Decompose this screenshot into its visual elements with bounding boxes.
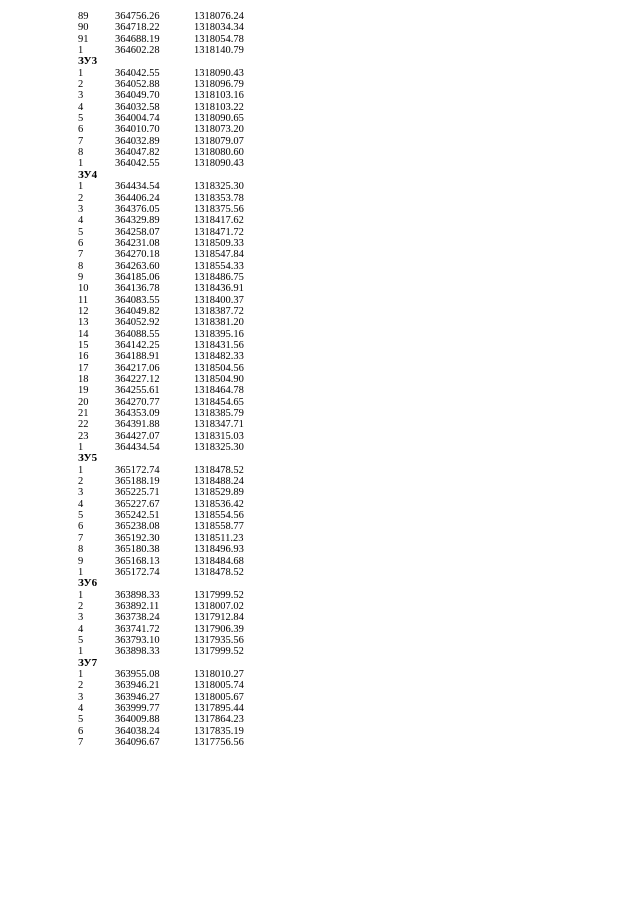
x-coordinate: 363955.08 — [115, 668, 160, 680]
x-coordinate: 364009.88 — [115, 714, 160, 726]
y-coordinate: 1318529.89 — [194, 487, 244, 499]
table-row — [78, 351, 598, 362]
table-row — [78, 329, 598, 340]
y-coordinate: 1318096.79 — [194, 79, 244, 91]
point-number: 16 — [78, 351, 89, 363]
point-number: 2 — [78, 600, 84, 612]
point-number: 22 — [78, 419, 89, 431]
table-row — [78, 215, 598, 226]
x-coordinate: 365238.08 — [115, 521, 160, 533]
point-number: 19 — [78, 385, 89, 397]
x-coordinate: 363946.27 — [115, 691, 160, 703]
coordinate-table — [78, 11, 598, 748]
table-row — [78, 533, 598, 544]
x-coordinate: 364391.88 — [115, 419, 160, 431]
point-number: 8 — [78, 544, 84, 556]
table-row — [78, 408, 598, 419]
x-coordinate: 364004.74 — [115, 113, 160, 125]
x-coordinate: 363741.72 — [115, 623, 160, 635]
y-coordinate: 1318076.24 — [194, 11, 244, 22]
x-coordinate: 364042.55 — [115, 158, 160, 170]
y-coordinate: 1318005.67 — [194, 691, 244, 703]
y-coordinate: 1318080.60 — [194, 147, 244, 159]
point-number: 2 — [78, 476, 84, 488]
point-number: 9 — [78, 555, 84, 567]
point-number: 7 — [78, 135, 84, 147]
x-coordinate: 364038.24 — [115, 725, 160, 737]
x-coordinate: 364263.60 — [115, 260, 160, 272]
x-coordinate: 365225.71 — [115, 487, 160, 499]
x-coordinate: 364136.78 — [115, 283, 160, 295]
x-coordinate: 364258.07 — [115, 226, 160, 238]
y-coordinate: 1318488.24 — [194, 476, 244, 488]
point-number: 8 — [78, 147, 84, 159]
point-number: 18 — [78, 374, 89, 385]
point-number: 7 — [78, 737, 84, 748]
y-coordinate: 1318010.27 — [194, 668, 244, 680]
table-row — [78, 612, 598, 623]
y-coordinate: 1318090.43 — [194, 158, 244, 170]
point-number: 1 — [78, 67, 84, 79]
y-coordinate: 1317935.56 — [194, 634, 244, 646]
y-coordinate: 1318558.77 — [194, 521, 244, 533]
x-coordinate: 363898.33 — [115, 589, 160, 601]
point-number: 91 — [78, 33, 89, 45]
point-number: 4 — [78, 702, 84, 714]
table-row — [78, 601, 598, 612]
point-number: 3 — [78, 90, 84, 102]
point-number: 2 — [78, 79, 84, 91]
point-number: 1 — [78, 158, 84, 170]
y-coordinate: 1317756.56 — [194, 737, 244, 748]
y-coordinate: 1317835.19 — [194, 725, 244, 737]
x-coordinate: 364052.92 — [115, 317, 160, 329]
table-row — [78, 181, 598, 192]
y-coordinate: 1318353.78 — [194, 192, 244, 204]
y-coordinate: 1317999.52 — [194, 589, 244, 601]
x-coordinate: 363898.33 — [115, 646, 160, 658]
point-number: 4 — [78, 101, 84, 113]
x-coordinate: 364270.18 — [115, 249, 160, 261]
x-coordinate: 363999.77 — [115, 702, 160, 714]
point-number: 1 — [78, 45, 84, 57]
x-coordinate: 364434.54 — [115, 181, 160, 193]
table-row — [78, 714, 598, 725]
table-row — [78, 249, 598, 260]
section-header: ЗУ4 — [78, 168, 98, 181]
point-number: 9 — [78, 271, 84, 283]
section-header: ЗУ6 — [78, 577, 98, 590]
point-number: 15 — [78, 339, 89, 351]
x-coordinate: 364270.77 — [115, 396, 160, 408]
table-row — [78, 227, 598, 238]
point-number: 2 — [78, 192, 84, 204]
y-coordinate: 1318325.30 — [194, 442, 244, 454]
point-number: 3 — [78, 203, 84, 215]
x-coordinate: 364427.07 — [115, 430, 160, 442]
table-row — [78, 680, 598, 691]
table-row — [78, 295, 598, 306]
point-number: 8 — [78, 260, 84, 272]
y-coordinate: 1318554.33 — [194, 260, 244, 272]
table-row — [78, 136, 598, 147]
point-number: 2 — [78, 680, 84, 692]
x-coordinate: 364096.67 — [115, 737, 160, 748]
point-number: 1 — [78, 668, 84, 680]
x-coordinate: 364376.05 — [115, 203, 160, 215]
y-coordinate: 1318496.93 — [194, 544, 244, 556]
y-coordinate: 1317895.44 — [194, 702, 244, 714]
table-row — [78, 363, 598, 374]
y-coordinate: 1318395.16 — [194, 328, 244, 340]
y-coordinate: 1318347.71 — [194, 419, 244, 431]
x-coordinate: 365192.30 — [115, 532, 160, 544]
point-number: 6 — [78, 124, 84, 136]
table-row — [78, 510, 598, 521]
x-coordinate: 364142.25 — [115, 339, 160, 351]
point-number: 14 — [78, 328, 89, 340]
section-header: ЗУ5 — [78, 452, 98, 465]
x-coordinate: 364042.55 — [115, 67, 160, 79]
table-row — [78, 499, 598, 510]
y-coordinate: 1318103.16 — [194, 90, 244, 102]
point-number: 12 — [78, 305, 89, 317]
y-coordinate: 1318478.52 — [194, 566, 244, 578]
table-row — [78, 79, 598, 90]
y-coordinate: 1318400.37 — [194, 294, 244, 306]
y-coordinate: 1318478.52 — [194, 464, 244, 476]
y-coordinate: 1317912.84 — [194, 612, 244, 624]
point-number: 4 — [78, 498, 84, 510]
table-row — [78, 521, 598, 532]
y-coordinate: 1318054.78 — [194, 33, 244, 45]
table-row — [78, 726, 598, 737]
x-coordinate: 364188.91 — [115, 351, 160, 363]
section-header: ЗУ3 — [78, 55, 98, 68]
y-coordinate: 1318325.30 — [194, 181, 244, 193]
x-coordinate: 364049.70 — [115, 90, 160, 102]
x-coordinate: 363793.10 — [115, 634, 160, 646]
y-coordinate: 1318536.42 — [194, 498, 244, 510]
y-coordinate: 1318007.02 — [194, 600, 244, 612]
point-number: 7 — [78, 532, 84, 544]
y-coordinate: 1318079.07 — [194, 135, 244, 147]
point-number: 6 — [78, 725, 84, 737]
section-header: ЗУ7 — [78, 656, 98, 669]
y-coordinate: 1318482.33 — [194, 351, 244, 363]
point-number: 23 — [78, 430, 89, 442]
point-number: 1 — [78, 646, 84, 658]
x-coordinate: 364217.06 — [115, 362, 160, 374]
y-coordinate: 1318140.79 — [194, 45, 244, 57]
y-coordinate: 1318315.03 — [194, 430, 244, 442]
x-coordinate: 364227.12 — [115, 374, 160, 385]
x-coordinate: 363946.21 — [115, 680, 160, 692]
x-coordinate: 365242.51 — [115, 510, 160, 522]
x-coordinate: 364010.70 — [115, 124, 160, 136]
y-coordinate: 1318509.33 — [194, 237, 244, 249]
y-coordinate: 1318436.91 — [194, 283, 244, 295]
y-coordinate: 1318034.34 — [194, 22, 244, 34]
x-coordinate: 365180.38 — [115, 544, 160, 556]
y-coordinate: 1318417.62 — [194, 215, 244, 227]
point-number: 5 — [78, 113, 84, 125]
point-number: 6 — [78, 237, 84, 249]
x-coordinate: 364255.61 — [115, 385, 160, 397]
point-number: 90 — [78, 22, 89, 34]
table-row — [78, 544, 598, 555]
x-coordinate: 364032.58 — [115, 101, 160, 113]
table-row — [78, 147, 598, 158]
point-number: 13 — [78, 317, 89, 329]
y-coordinate: 1318090.43 — [194, 67, 244, 79]
y-coordinate: 1318005.74 — [194, 680, 244, 692]
table-row — [78, 419, 598, 430]
table-row — [78, 22, 598, 33]
y-coordinate: 1317999.52 — [194, 646, 244, 658]
table-row — [78, 68, 598, 79]
point-number: 1 — [78, 464, 84, 476]
table-row — [78, 556, 598, 567]
table-row — [78, 11, 598, 22]
y-coordinate: 1318554.56 — [194, 510, 244, 522]
y-coordinate: 1318375.56 — [194, 203, 244, 215]
point-number: 11 — [78, 294, 89, 306]
point-number: 20 — [78, 396, 89, 408]
table-row — [78, 487, 598, 498]
point-number: 4 — [78, 215, 84, 227]
table-row — [78, 669, 598, 680]
x-coordinate: 364353.09 — [115, 408, 160, 420]
point-number: 1 — [78, 442, 84, 454]
x-coordinate: 363892.11 — [115, 600, 160, 612]
table-row — [78, 283, 598, 294]
table-row — [78, 442, 598, 453]
point-number: 10 — [78, 283, 89, 295]
table-row — [78, 635, 598, 646]
table-row — [78, 204, 598, 215]
table-row — [78, 261, 598, 272]
y-coordinate: 1318484.68 — [194, 555, 244, 567]
x-coordinate: 365168.13 — [115, 555, 160, 567]
table-row — [78, 703, 598, 714]
table-row — [78, 124, 598, 135]
y-coordinate: 1318385.79 — [194, 408, 244, 420]
point-number: 89 — [78, 11, 89, 22]
table-row — [78, 102, 598, 113]
table-row — [78, 476, 598, 487]
point-number: 1 — [78, 566, 84, 578]
y-coordinate: 1318464.78 — [194, 385, 244, 397]
y-coordinate: 1318090.65 — [194, 113, 244, 125]
y-coordinate: 1318486.75 — [194, 271, 244, 283]
point-number: 1 — [78, 589, 84, 601]
y-coordinate: 1318471.72 — [194, 226, 244, 238]
y-coordinate: 1318387.72 — [194, 305, 244, 317]
table-row — [78, 45, 598, 56]
point-number: 3 — [78, 612, 84, 624]
point-number: 5 — [78, 714, 84, 726]
x-coordinate: 365227.67 — [115, 498, 160, 510]
x-coordinate: 364032.89 — [115, 135, 160, 147]
x-coordinate: 364406.24 — [115, 192, 160, 204]
point-number: 3 — [78, 691, 84, 703]
table-row — [78, 158, 598, 169]
table-row — [78, 737, 598, 748]
table-row — [78, 34, 598, 45]
table-row — [78, 624, 598, 635]
x-coordinate: 364434.54 — [115, 442, 160, 454]
x-coordinate: 364047.82 — [115, 147, 160, 159]
x-coordinate: 364329.89 — [115, 215, 160, 227]
table-row — [78, 238, 598, 249]
table-row — [78, 692, 598, 703]
point-number: 17 — [78, 362, 89, 374]
table-row — [78, 340, 598, 351]
x-coordinate: 365172.74 — [115, 464, 160, 476]
point-number: 7 — [78, 249, 84, 261]
point-number: 5 — [78, 510, 84, 522]
x-coordinate: 364185.06 — [115, 271, 160, 283]
x-coordinate: 364083.55 — [115, 294, 160, 306]
table-row — [78, 431, 598, 442]
y-coordinate: 1318381.20 — [194, 317, 244, 329]
point-number: 4 — [78, 623, 84, 635]
x-coordinate: 365172.74 — [115, 566, 160, 578]
y-coordinate: 1317906.39 — [194, 623, 244, 635]
table-row — [78, 465, 598, 476]
y-coordinate: 1318547.84 — [194, 249, 244, 261]
point-number: 21 — [78, 408, 89, 420]
table-row — [78, 306, 598, 317]
y-coordinate: 1318454.65 — [194, 396, 244, 408]
y-coordinate: 1318504.56 — [194, 362, 244, 374]
point-number: 3 — [78, 487, 84, 499]
table-row — [78, 113, 598, 124]
x-coordinate: 364718.22 — [115, 22, 160, 34]
y-coordinate: 1318073.20 — [194, 124, 244, 136]
x-coordinate: 363738.24 — [115, 612, 160, 624]
y-coordinate: 1318504.90 — [194, 374, 244, 385]
point-number: 5 — [78, 634, 84, 646]
table-row — [78, 646, 598, 657]
y-coordinate: 1318103.22 — [194, 101, 244, 113]
y-coordinate: 1318431.56 — [194, 339, 244, 351]
table-row — [78, 272, 598, 283]
table-row — [78, 90, 598, 101]
x-coordinate: 364756.26 — [115, 11, 160, 22]
y-coordinate: 1317864.23 — [194, 714, 244, 726]
table-row — [78, 397, 598, 408]
point-number: 6 — [78, 521, 84, 533]
x-coordinate: 364231.08 — [115, 237, 160, 249]
table-row — [78, 567, 598, 578]
table-row — [78, 590, 598, 601]
table-row — [78, 317, 598, 328]
x-coordinate: 364688.19 — [115, 33, 160, 45]
point-number: 5 — [78, 226, 84, 238]
table-row — [78, 374, 598, 385]
point-number: 1 — [78, 181, 84, 193]
x-coordinate: 364049.82 — [115, 305, 160, 317]
x-coordinate: 364602.28 — [115, 45, 160, 57]
x-coordinate: 364088.55 — [115, 328, 160, 340]
table-row — [78, 385, 598, 396]
y-coordinate: 1318511.23 — [194, 532, 244, 544]
x-coordinate: 365188.19 — [115, 476, 160, 488]
table-row — [78, 193, 598, 204]
x-coordinate: 364052.88 — [115, 79, 160, 91]
